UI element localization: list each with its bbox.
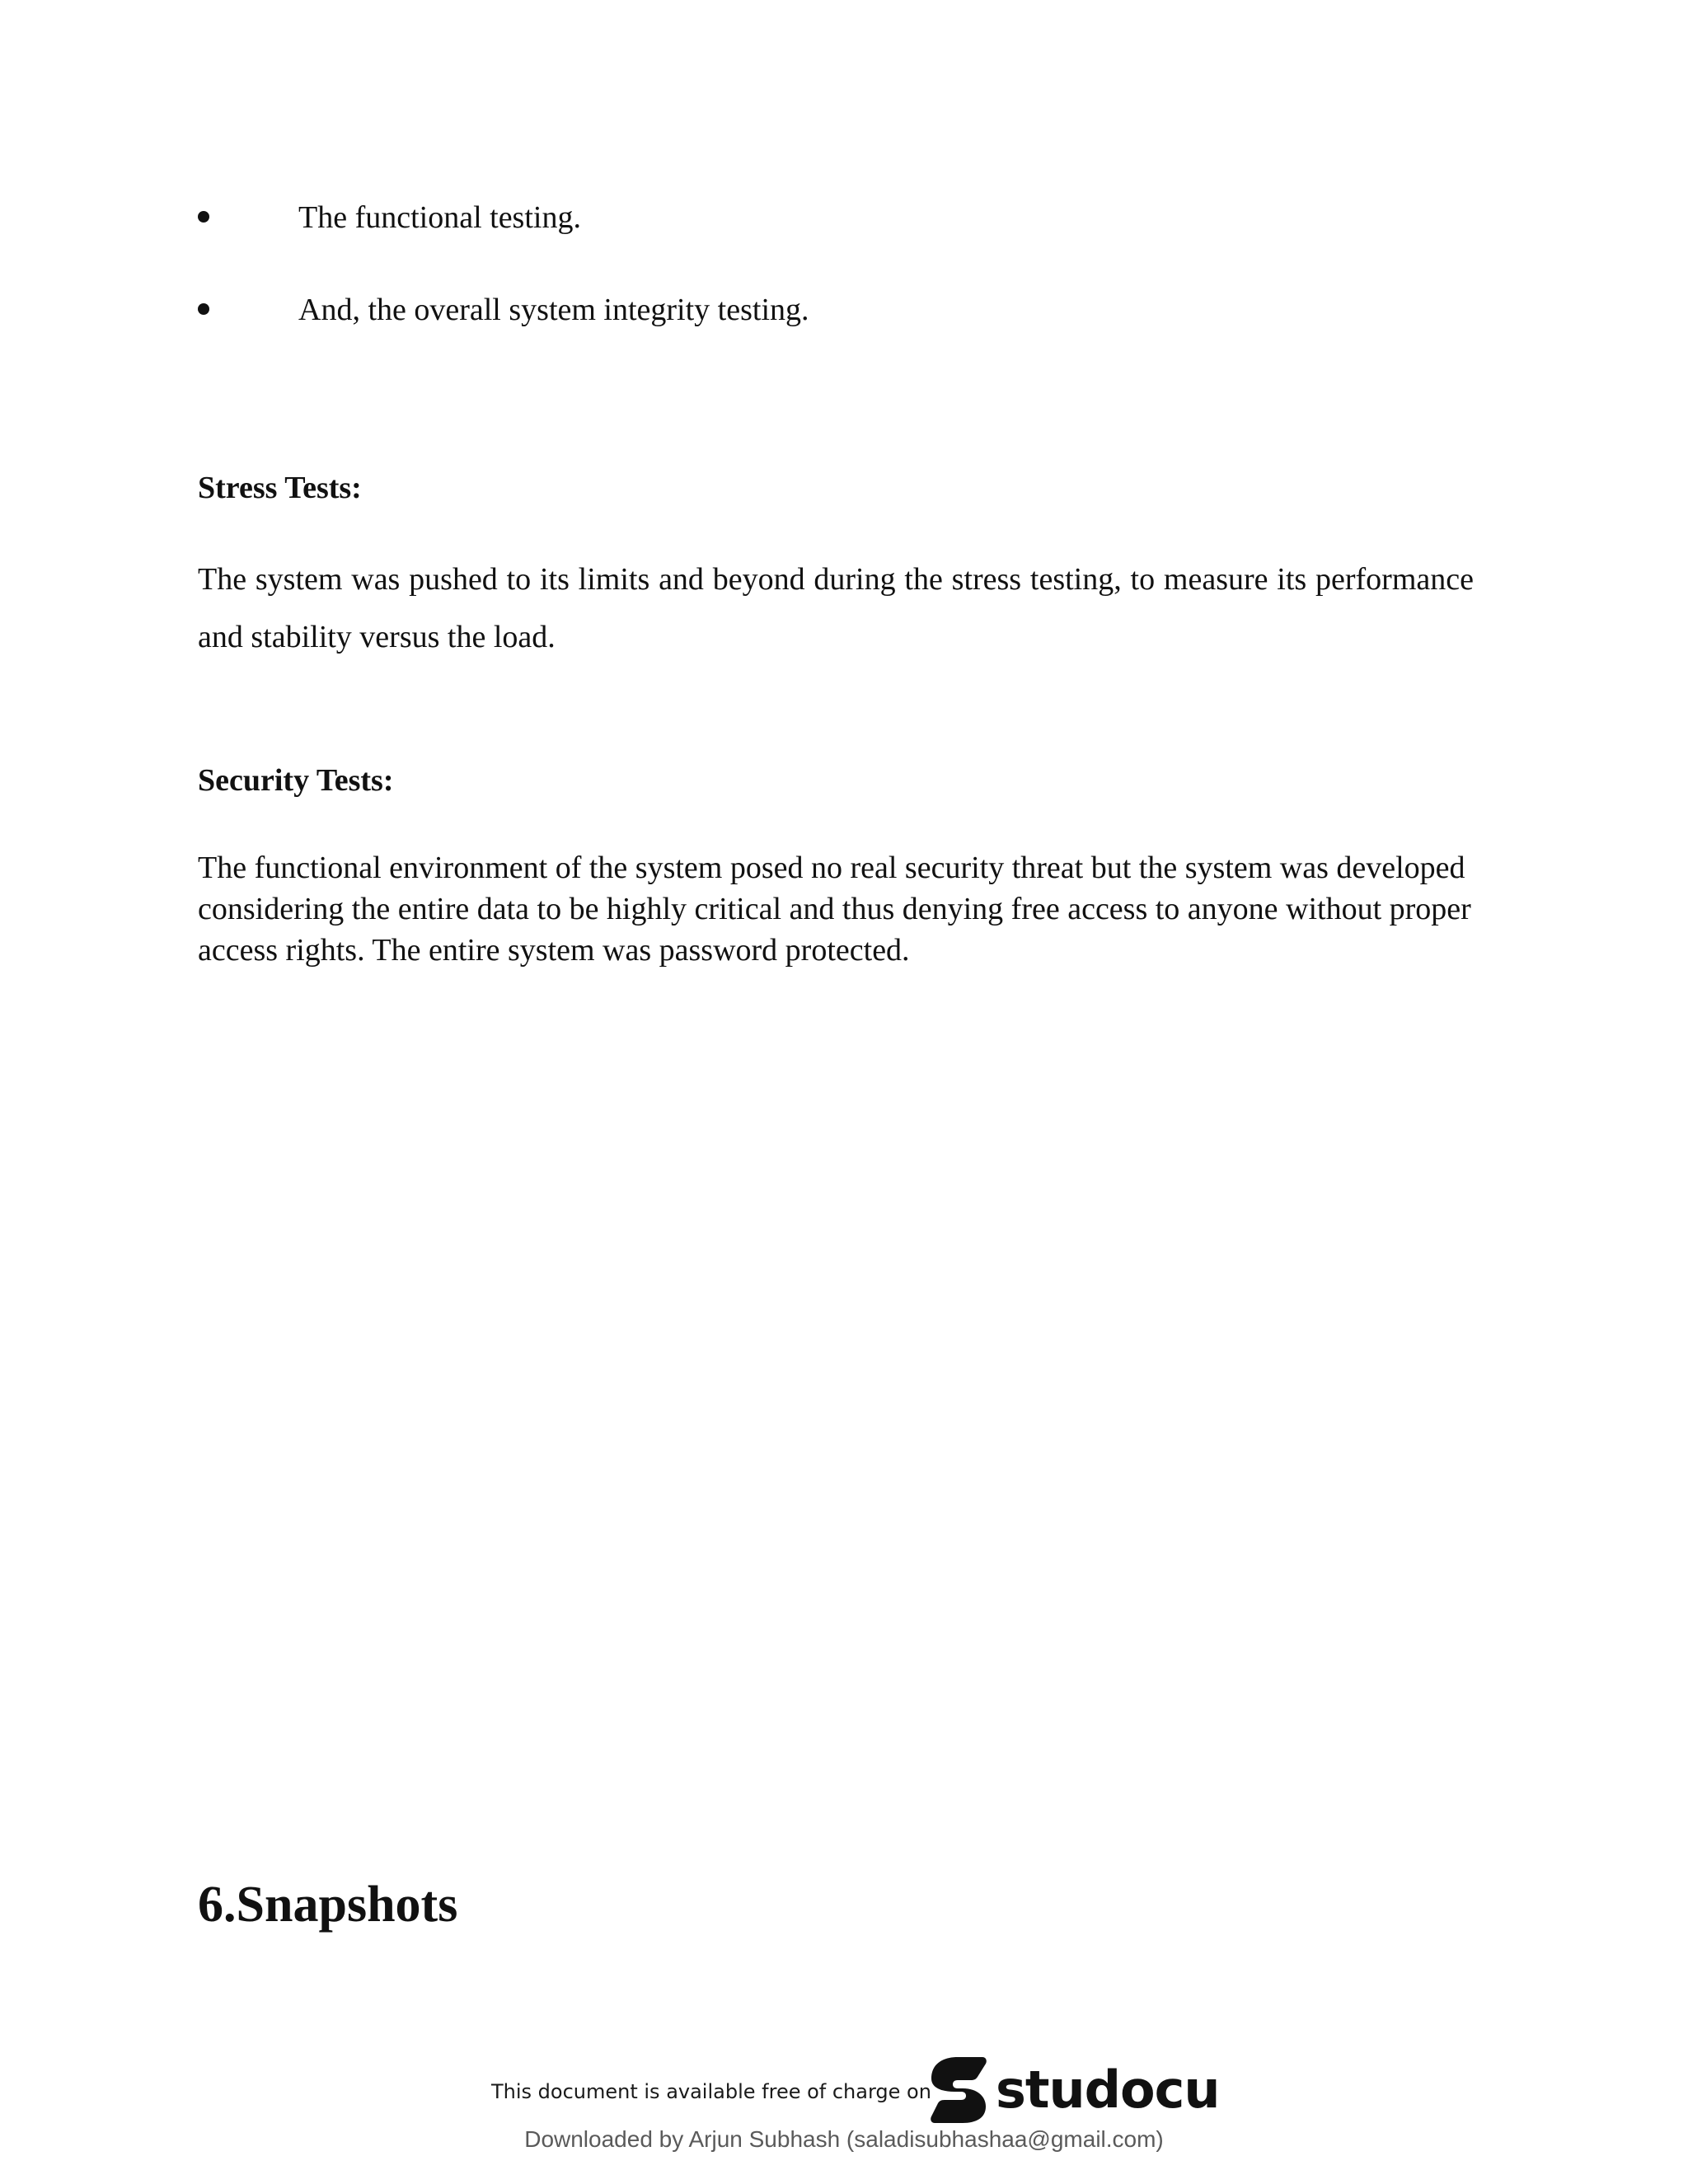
bullet-icon bbox=[198, 303, 209, 315]
security-tests-heading: Security Tests: bbox=[198, 763, 394, 798]
studocu-logo-icon bbox=[925, 2055, 989, 2125]
studocu-logo[interactable] bbox=[925, 2055, 1220, 2125]
footer-downloaded-by: Downloaded by Arjun Subhash (saladisubhashaa@gmail.com) bbox=[524, 2126, 1164, 2152]
stress-tests-heading: Stress Tests: bbox=[198, 471, 362, 505]
security-tests-paragraph: The functional environment of the system posed no real security threat but the system was developed considering the entire data to be highly critical and thus denying free access to anyone without proper access rights. The entire system was password protected. bbox=[198, 851, 1471, 968]
stress-tests-paragraph: The system was pushed to its limits and beyond during the stress testing, to measure its performance and stability versus the load. bbox=[198, 562, 1474, 654]
studocu-logo-text: studocu bbox=[996, 2060, 1220, 2120]
bullet-text: And, the overall system integrity testing. bbox=[298, 293, 809, 327]
bullet-icon bbox=[198, 211, 209, 223]
bullet-text: The functional testing. bbox=[298, 200, 581, 235]
footer-availability-text: This document is available free of charge on bbox=[491, 2080, 931, 2103]
section-title: 6.Snapshots bbox=[198, 1877, 458, 1933]
